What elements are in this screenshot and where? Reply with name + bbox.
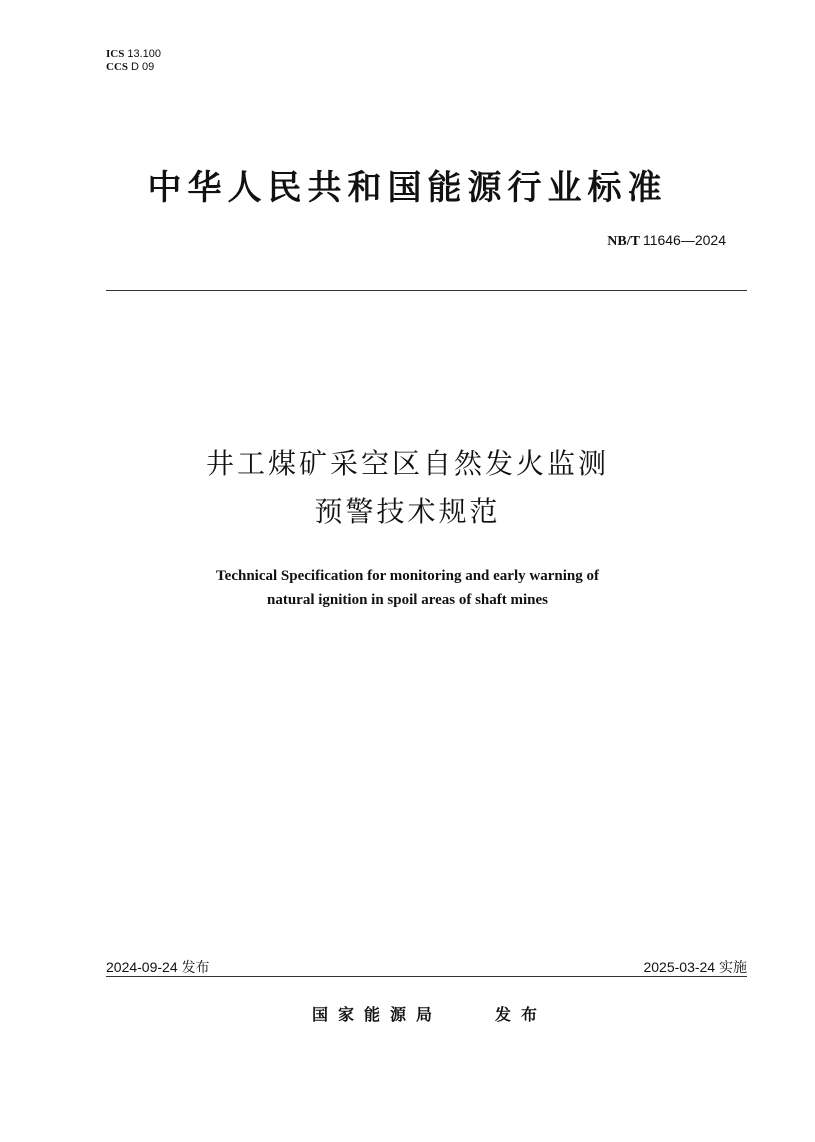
ccs-label: CCS xyxy=(106,61,129,73)
date-row xyxy=(106,957,747,977)
document-title xyxy=(0,440,815,536)
standard-number-code: 11646—2024 xyxy=(642,232,726,248)
publisher-name: 国家能源局 xyxy=(312,1005,443,1024)
ccs-code xyxy=(106,61,161,74)
footer-divider xyxy=(106,976,747,977)
publisher-action: 发布 xyxy=(495,1005,548,1024)
standard-number xyxy=(607,232,726,250)
document-title-line-1: 井工煤矿采空区自然发火监测 xyxy=(205,447,609,480)
standard-number-prefix: NB/T xyxy=(607,234,640,249)
ics-label: ICS xyxy=(106,48,125,60)
header-divider xyxy=(106,290,747,291)
ccs-value: D 09 xyxy=(131,61,155,73)
document-title-line-2: 预警技术规范 xyxy=(314,495,501,528)
classification-codes xyxy=(106,48,161,74)
implementation-date: 2025-03-24 实施 xyxy=(643,959,747,975)
english-title-line-1: Technical Specification for monitoring and early warning of xyxy=(216,568,599,584)
ics-value: 13.100 xyxy=(127,48,161,60)
ics-code xyxy=(106,48,161,61)
standard-category-title: 中华人民共和国能源行业标准 xyxy=(147,168,668,208)
english-title-line-2: natural ignition in spoil areas of shaft mines xyxy=(266,592,548,608)
issue-date: 2024-09-24 发布 xyxy=(106,959,210,975)
english-title xyxy=(0,564,815,612)
